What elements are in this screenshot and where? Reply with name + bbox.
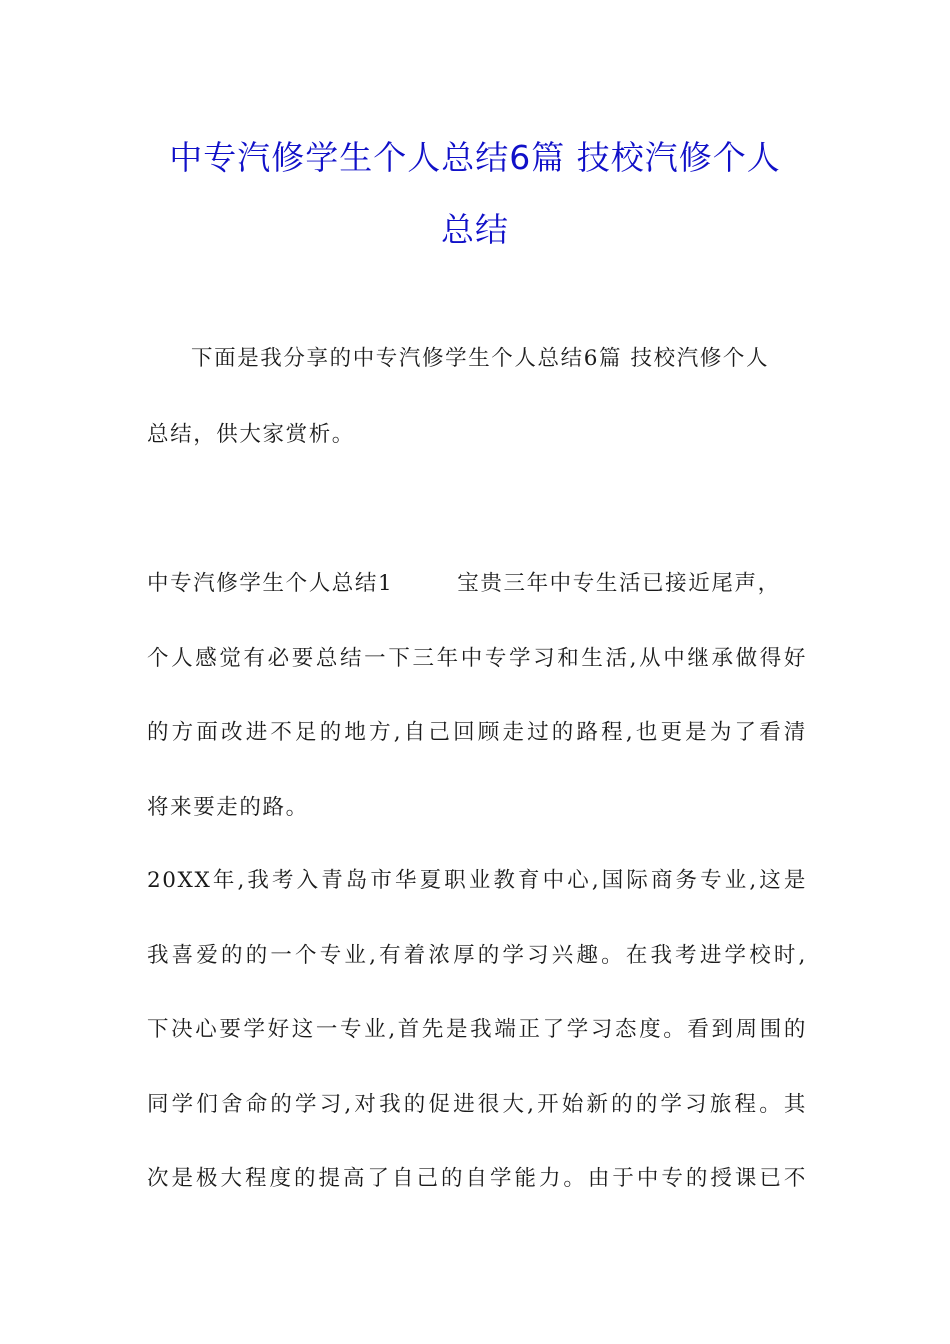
section1-heading: 中专汽修学生个人总结1 [147, 571, 394, 596]
section1-line-1: 宝贵三年中专生活已接近尾声， [457, 571, 781, 596]
paragraph2-line-2: 我喜爱的的一个专业,有着浓厚的学习兴趣。在我考进学校时, [147, 943, 807, 968]
paragraph2-line-1: 20XX年,我考入青岛市华夏职业教育中心,国际商务专业,这是 [147, 868, 807, 893]
section1-line-2: 个人感觉有必要总结一下三年中专学习和生活,从中继承做得好 [147, 646, 807, 671]
document-title-line-1: 中专汽修学生个人总结6篇 技校汽修个人 [169, 138, 781, 177]
paragraph2-line-3: 下决心要学好这一专业,首先是我端正了学习态度。看到周围的 [147, 1017, 807, 1042]
intro-line-2: 总结，供大家赏析。 [147, 422, 355, 447]
document-title-line-2: 总结 [441, 210, 509, 249]
section1-line-4: 将来要走的路。 [147, 795, 309, 820]
section1-line-3: 的方面改进不足的地方,自己回顾走过的路程,也更是为了看清 [147, 720, 807, 745]
intro-line-1: 下面是我分享的中专汽修学生个人总结6篇 技校汽修个人 [191, 346, 770, 371]
paragraph2-line-5: 次是极大程度的提高了自己的自学能力。由于中专的授课已不 [147, 1166, 807, 1191]
paragraph2-line-4: 同学们舍命的学习,对我的促进很大,开始新的的学习旅程。其 [147, 1092, 807, 1117]
section1-first-line [147, 569, 807, 599]
